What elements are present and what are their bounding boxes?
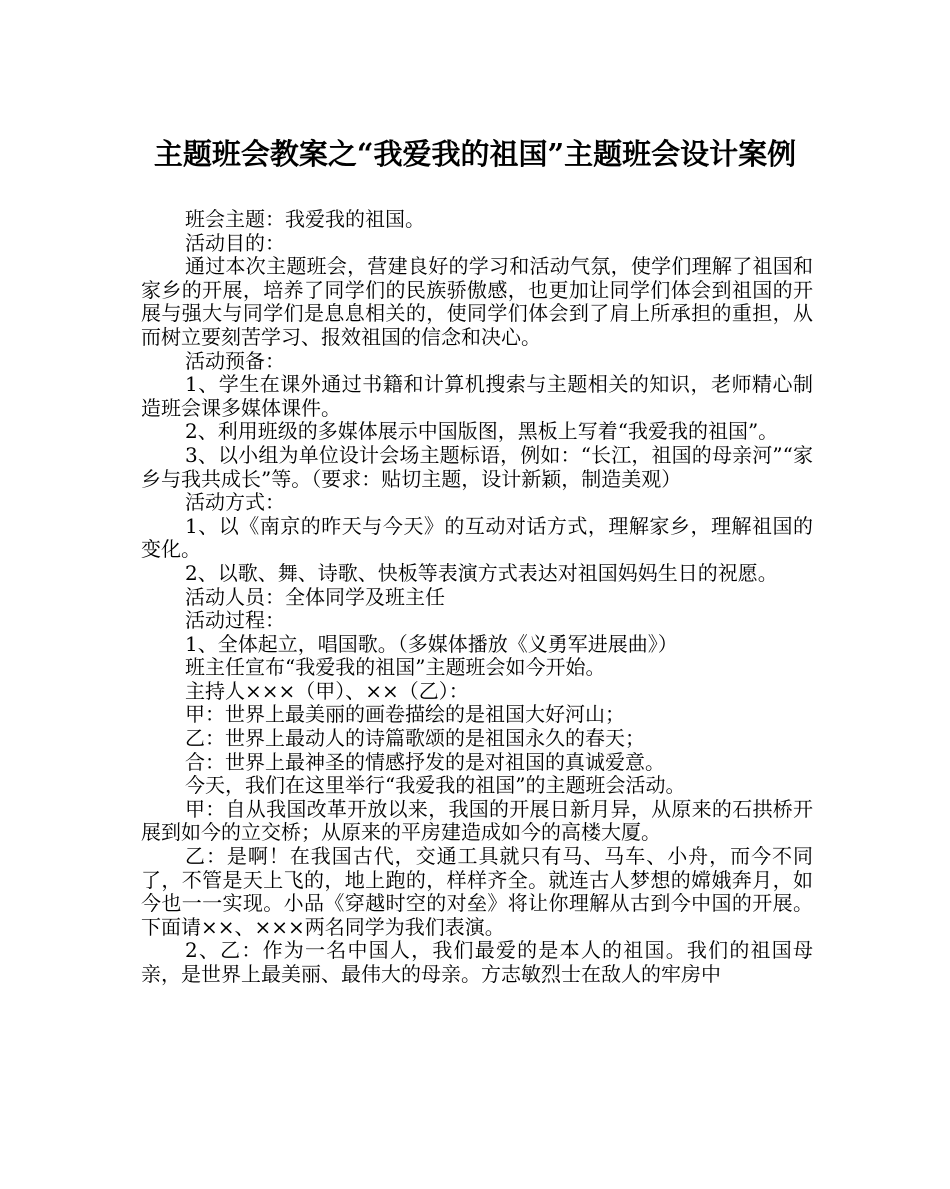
paragraph: 1、以《南京的昨天与今天》的互动对话方式，理解家乡，理解祖国的变化。 <box>141 513 813 562</box>
paragraph: 活动人员：全体同学及班主任 <box>185 584 445 609</box>
paragraph: 乙：是啊！在我国古代，交通工具就只有马、马车、小舟，而今不同了，不管是天上飞的，地上跑的，样样齐全。就连古人梦想的嫦娥奔月，如今也一一实现。小品《穿越时空的对垒》将让你理解从古到今中国的开展。下面请××、×××两名同学为我们表演。 <box>141 844 813 939</box>
document-body <box>141 208 813 987</box>
paragraph: 活动过程： <box>185 608 285 633</box>
paragraph: 主持人×××（甲）、××（乙）： <box>185 678 469 703</box>
paragraph: 甲：自从我国改革开放以来，我国的开展日新月异，从原来的石拱桥开展到如今的立交桥；从原来的平房建造成如今的高楼大厦。 <box>141 796 813 845</box>
paragraph: 1、全体起立，唱国歌。（多媒体播放《义勇军进展曲》） <box>185 631 678 656</box>
paragraph: 活动目的： <box>185 230 285 255</box>
paragraph: 3、以小组为单位设计会场主题标语，例如：“长江，祖国的母亲河”“家乡与我共成长”等。（要求：贴切主题，设计新颖，制造美观） <box>141 442 813 491</box>
paragraph: 班主任宣布“我爱我的祖国”主题班会如今开始。 <box>185 655 606 680</box>
paragraph: 2、乙：作为一名中国人，我们最爱的是本人的祖国。我们的祖国母亲，是世界上最美丽、最伟大的母亲。方志敏烈士在敌人的牢房中 <box>141 938 813 986</box>
paragraph: 合：世界上最神圣的情感抒发的是对祖国的真诚爱意。 <box>185 749 665 774</box>
paragraph: 活动方式： <box>185 490 285 515</box>
paragraph: 1、学生在课外通过书籍和计算机搜索与主题相关的知识，老师精心制造班会课多媒体课件。 <box>141 372 813 420</box>
paragraph: 通过本次主题班会，营建良好的学习和活动气氛，使学们理解了祖国和家乡的开展，培养了同学们的民族骄傲感，也更加让同学们体会到祖国的开展与强大与同学们是息息相关的，使同学们体会到了肩上所承担的重担，从而树立要刻苦学习、报效祖国的信念和决心。 <box>141 254 813 349</box>
document-title: 主题班会教案之“我爱我的祖国”主题班会设计案例 <box>153 137 797 171</box>
paragraph: 甲：世界上最美丽的画卷描绘的是祖国大好河山； <box>185 702 625 727</box>
paragraph: 2、以歌、舞、诗歌、快板等表演方式表达对祖国妈妈生日的祝愿。 <box>185 560 778 585</box>
paragraph: 班会主题：我爱我的祖国。 <box>185 207 425 231</box>
paragraph: 活动预备： <box>185 348 285 373</box>
paragraph: 乙：世界上最动人的诗篇歌颂的是祖国永久的春天； <box>185 726 645 751</box>
paragraph: 2、利用班级的多媒体展示中国版图，黑板上写着“我爱我的祖国”。 <box>185 419 779 444</box>
paragraph: 今天，我们在这里举行“我爱我的祖国”的主题班会活动。 <box>185 773 686 798</box>
